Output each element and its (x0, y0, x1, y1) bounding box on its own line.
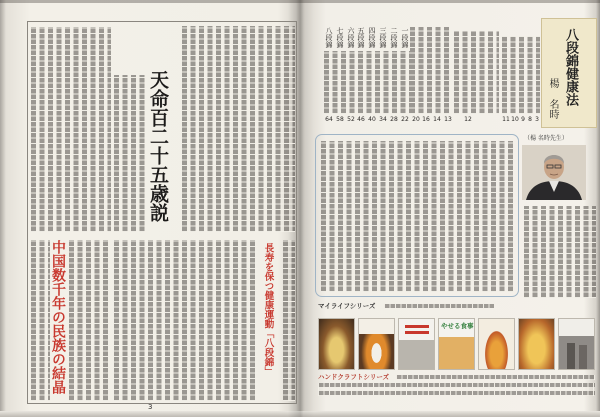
toc-page-number: 52 (347, 116, 355, 123)
book-title: 八段錦健康法 (563, 28, 578, 106)
book-cover (438, 318, 475, 370)
photo-caption: （楊 名時先生） (524, 135, 568, 142)
book-cover (398, 318, 435, 370)
toc-page-number: 46 (357, 116, 365, 123)
author-photo (522, 145, 586, 200)
toc-page-number: 58 (336, 116, 344, 123)
toc-item-label: 七段錦 (336, 27, 344, 48)
author-name: 楊 名時 (547, 78, 558, 119)
ad-footer-text (318, 383, 595, 396)
toc-page-number: 14 (433, 116, 441, 123)
ad-footer-text (396, 375, 595, 380)
body-text-block (524, 206, 596, 298)
body-text-block (114, 75, 146, 232)
book-cover (478, 318, 515, 370)
section-heading: 長寿を保つ健康運動「八段錦」 (262, 243, 274, 376)
book-cover (358, 318, 395, 370)
toc-text-block (324, 51, 410, 114)
body-text-block (283, 240, 295, 401)
cover-title: やせる食事 (441, 322, 474, 330)
book-cover (558, 318, 595, 370)
toc-item-label: 五段錦 (357, 27, 365, 48)
toc-page-number: 12 (464, 116, 472, 123)
toc-item-label: 六段錦 (347, 27, 355, 48)
toc-text-block (410, 27, 452, 114)
toc-text-block (454, 31, 499, 114)
portrait-image (522, 145, 586, 200)
toc-page-number: 22 (401, 116, 409, 123)
body-text-block (182, 26, 295, 232)
toc-page-number: 3 (535, 116, 539, 123)
toc-page-number: 9 (521, 116, 525, 123)
toc-item-label: 二段錦 (390, 27, 398, 48)
article-title: 天命百二十五歳説 (147, 70, 169, 222)
toc-page-number: 10 (511, 116, 519, 123)
ad-footer-lead: ハンドクラフトシリーズ (318, 373, 390, 381)
book-cover (518, 318, 555, 370)
toc-page-number: 8 (528, 116, 532, 123)
page-number: 3 (148, 403, 153, 411)
toc-page-number: 40 (368, 116, 376, 123)
ad-header: マイライフシリーズ (318, 302, 376, 310)
toc-page-number: 13 (444, 116, 452, 123)
body-text-block (69, 240, 111, 401)
toc-page-number: 20 (412, 116, 420, 123)
toc-item-label: 四段錦 (368, 27, 376, 48)
body-text-block (31, 240, 50, 401)
toc-item-label: 八段錦 (325, 27, 333, 48)
toc-page-number: 64 (325, 116, 333, 123)
toc-item-label: 三段錦 (379, 27, 387, 48)
body-text-block (114, 240, 258, 401)
toc-page-number: 28 (390, 116, 398, 123)
toc-page-number: 11 (502, 116, 510, 123)
body-text-block (31, 27, 111, 232)
toc-page-number: 16 (422, 116, 430, 123)
toc-item-label: 一段錦 (401, 27, 409, 48)
ad-header-text (384, 304, 494, 310)
toc-text-block (502, 36, 540, 114)
toc-page-number: 34 (379, 116, 387, 123)
book-cover (318, 318, 355, 370)
section-heading: 中国数千年の民族の結晶 (50, 240, 66, 394)
body-text-block (321, 141, 514, 292)
